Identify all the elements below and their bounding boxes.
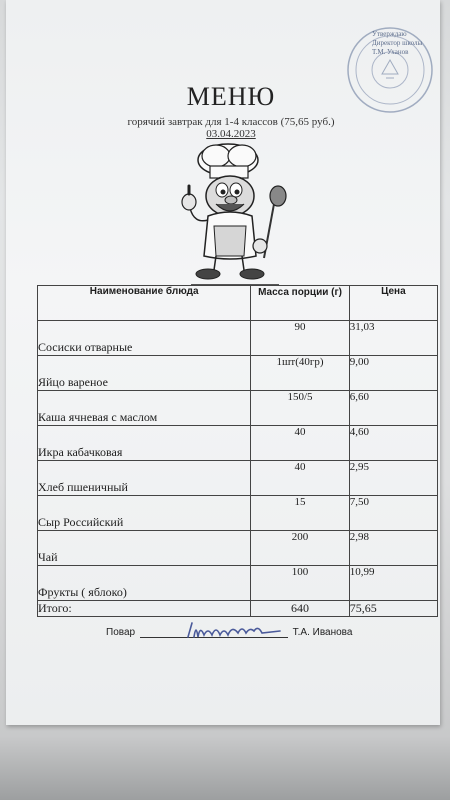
dish-mass: 40 <box>251 461 349 496</box>
approval-line-2: Директор школы <box>372 39 423 47</box>
dish-price: 4,60 <box>349 426 437 461</box>
menu-date-text: 03.04.2023 <box>206 128 256 140</box>
dish-price: 31,03 <box>349 321 437 356</box>
dish-price: 10,99 <box>349 566 437 601</box>
dish-price: 9,00 <box>349 356 437 391</box>
approval-block <box>372 30 442 57</box>
table-row <box>38 496 438 531</box>
total-label: Итого: <box>38 601 251 617</box>
approval-line-3: Т.М. Уханов <box>372 48 409 56</box>
dish-mass: 1шт(40гр) <box>251 356 349 391</box>
table-total-row <box>38 601 438 617</box>
dish-name: Фрукты ( яблоко) <box>38 566 251 601</box>
dish-name: Икра кабачковая <box>38 426 251 461</box>
header-mass: Масса порции (г) <box>251 286 349 321</box>
approval-line-1: Утверждаю <box>372 30 407 38</box>
table-row <box>38 531 438 566</box>
table-row <box>38 566 438 601</box>
table-row <box>38 356 438 391</box>
dish-price: 2,95 <box>349 461 437 496</box>
table-row <box>38 426 438 461</box>
dish-name: Сыр Российский <box>38 496 251 531</box>
table-row <box>38 391 438 426</box>
dish-name: Чай <box>38 531 251 566</box>
handwritten-signature <box>184 617 284 643</box>
header-price: Цена <box>349 286 437 321</box>
cook-label: Повар <box>106 627 136 638</box>
dish-name: Сосиски отварные <box>38 321 251 356</box>
total-mass: 640 <box>251 601 349 617</box>
page-title: МЕНЮ <box>186 82 276 111</box>
dish-mass: 200 <box>251 531 349 566</box>
dish-price: 7,50 <box>349 496 437 531</box>
dish-mass: 100 <box>251 566 349 601</box>
header-name: Наименование блюда <box>38 286 251 321</box>
total-price: 75,65 <box>349 601 437 617</box>
table-header-row <box>38 286 438 321</box>
menu-sheet <box>6 0 440 725</box>
dish-name: Хлеб пшеничный <box>38 461 251 496</box>
dish-price: 2,98 <box>349 531 437 566</box>
dish-mass: 40 <box>251 426 349 461</box>
cook-name: Т.А. Иванова <box>292 627 353 638</box>
dish-mass: 150/5 <box>251 391 349 426</box>
menu-table <box>37 285 438 617</box>
table-row <box>38 461 438 496</box>
chef-icon <box>176 138 306 288</box>
table-row <box>38 321 438 356</box>
menu-subtitle: горячий завтрак для 1-4 классов (75,65 руб.) <box>127 116 335 128</box>
dish-name: Каша ячневая с маслом <box>38 391 251 426</box>
dish-mass: 90 <box>251 321 349 356</box>
dish-mass: 15 <box>251 496 349 531</box>
dish-price: 6,60 <box>349 391 437 426</box>
dish-name: Яйцо вареное <box>38 356 251 391</box>
